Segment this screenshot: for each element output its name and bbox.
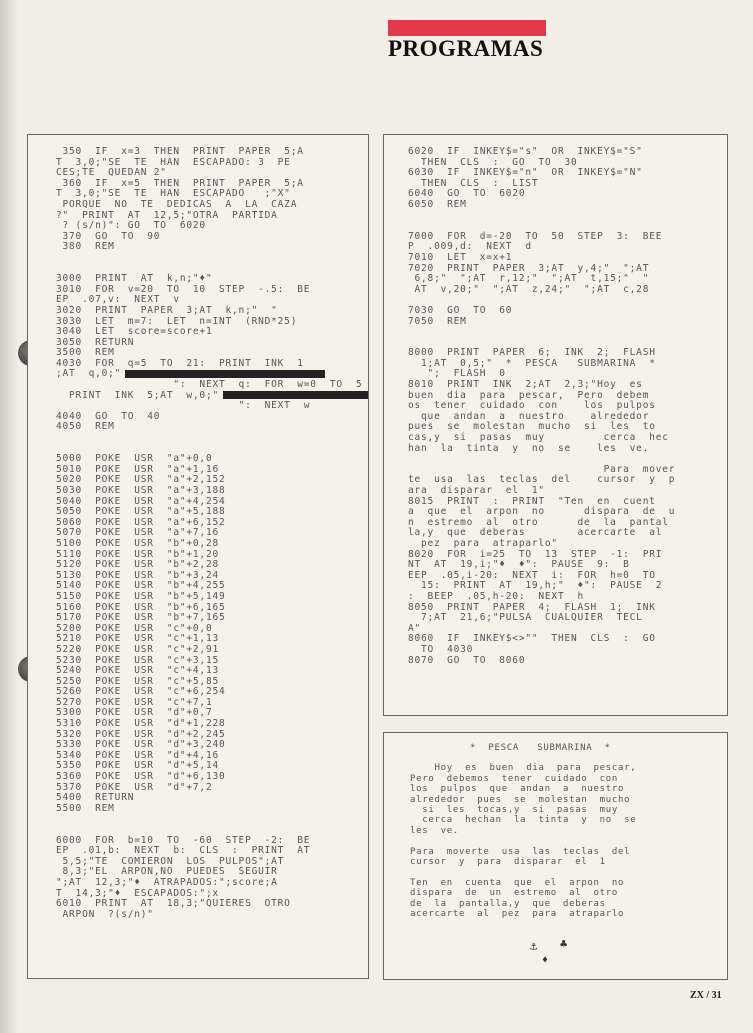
code-line: 5200 POKE USR "c"+0,0 bbox=[56, 622, 213, 634]
code-line: T 3,0;"SE TE HAN ESCAPADO ;"X" bbox=[56, 188, 291, 200]
code-line: 8050 PRINT PAPER 4; FLASH 1; INK bbox=[408, 601, 656, 613]
screen-line: si les tocas,y si pasas muy bbox=[410, 805, 619, 816]
code-line: 7;AT 21,6;"PULSA CUALQUIER TECL bbox=[408, 612, 643, 624]
screen-line: alrededor pues se molestan mucho bbox=[410, 794, 631, 805]
code-line: 5020 POKE USR "a"+2,152 bbox=[56, 474, 226, 486]
code-line: 7020 PRINT PAPER 3;AT y,4;" ";AT bbox=[408, 262, 650, 274]
screen-line: acercarte al pez para atraparlo bbox=[410, 909, 625, 920]
diver-sprite-icon: ⚓ bbox=[530, 939, 538, 953]
code-line: 3500 REM bbox=[56, 347, 115, 359]
code-line: 15: PRINT AT 19,h;" ♦": PAUSE 2 bbox=[408, 580, 663, 592]
code-line: 5030 POKE USR "a"+3,188 bbox=[56, 485, 226, 496]
code-line: ARPON ?(s/n)" bbox=[56, 908, 154, 920]
code-line: 5250 POKE USR "c"+5,85 bbox=[56, 675, 219, 687]
code-line: 5360 POKE USR "d"+6,130 bbox=[56, 771, 226, 783]
listing-right-frame bbox=[383, 134, 728, 716]
code-line: AT v,20;" ";AT z,24;" ";AT c,28 bbox=[408, 283, 650, 295]
code-line: 5140 POKE USR "b"+4,255 bbox=[56, 580, 226, 592]
code-line: 380 REM bbox=[56, 241, 115, 253]
code-line: 6000 FOR b=10 TO -60 STEP -2: BE bbox=[56, 834, 311, 846]
code-line bbox=[56, 825, 368, 836]
code-line: 5160 POKE USR "b"+6,165 bbox=[56, 601, 226, 613]
code-line: 6,8;" ";AT r,12;" ";AT t,15;" " bbox=[408, 273, 650, 285]
code-line: ;AT q,0;" bbox=[56, 369, 368, 380]
code-line: 4050 REM bbox=[56, 421, 115, 433]
code-line: 5060 POKE USR "a"+6,152 bbox=[56, 516, 226, 528]
code-line: ";AT 12,3;"♦ ATRAPADOS:";score;A bbox=[56, 876, 278, 888]
code-line: 3020 PRINT PAPER 3;AT k,n;" " bbox=[56, 304, 278, 316]
code-line bbox=[56, 433, 368, 444]
screen-line: de la pantalla,y que deberas bbox=[410, 898, 606, 909]
code-line: 360 IF x=5 THEN PRINT PAPER 5;A bbox=[56, 177, 304, 189]
code-line: ? (s/n)": GO TO 6020 bbox=[56, 220, 206, 232]
code-line: 6010 PRINT AT 18,3;"QUIERES OTRO bbox=[56, 898, 291, 910]
code-line: T 14,3;"♦ ESCAPADOS:";x bbox=[56, 887, 219, 899]
screen-output-text bbox=[410, 763, 727, 919]
screen-line: los pulpos que andan a nuestro bbox=[410, 784, 625, 795]
code-line: EP .07,v: NEXT v bbox=[56, 294, 180, 306]
code-line: 8060 IF INKEY$<>"" THEN CLS : GO bbox=[408, 633, 656, 645]
screen-line: Pero debemos tener cuidado con bbox=[410, 773, 619, 784]
fish-sprite-icon: ♦ bbox=[542, 955, 549, 966]
code-line: buen dia para pescar, Pero debem bbox=[408, 389, 650, 401]
code-line: 5310 POKE USR "d"+1,228 bbox=[56, 718, 226, 730]
code-line: 4040 GO TO 40 bbox=[56, 410, 161, 422]
code-line: ?" PRINT AT 12,5;"OTRA PARTIDA bbox=[56, 209, 278, 221]
code-line: cas,y si pasas muy cerca hec bbox=[408, 432, 669, 444]
code-line bbox=[56, 253, 368, 264]
code-line: te usa las teclas del cursor y p bbox=[408, 474, 676, 486]
code-line: 6050 REM bbox=[408, 198, 467, 210]
code-line: ": NEXT w bbox=[56, 400, 311, 412]
screen-line bbox=[410, 836, 727, 846]
code-line: THEN CLS : GO TO 30 bbox=[408, 156, 578, 168]
code-line: pez para atraparlo" bbox=[408, 537, 558, 549]
listing-right bbox=[408, 147, 727, 666]
code-line: 5130 POKE USR "b"+3,24 bbox=[56, 569, 219, 581]
code-line: 350 IF x=3 THEN PRINT PAPER 5;A bbox=[56, 146, 304, 157]
code-line: "; FLASH 0 bbox=[408, 368, 506, 380]
code-line: la,y que deberas acercarte al bbox=[408, 527, 663, 539]
section-color-bar bbox=[388, 20, 546, 36]
screen-line: cerca hechan la tinta y no se bbox=[410, 815, 637, 826]
code-line: 5260 POKE USR "c"+6,254 bbox=[56, 686, 226, 698]
code-line: 7050 REM bbox=[408, 315, 467, 327]
code-line: 6030 IF INKEY$="n" OR INKEY$="N" bbox=[408, 167, 643, 179]
screen-output-title: * PESCA SUBMARINA * bbox=[470, 743, 611, 753]
code-line: 5270 POKE USR "c"+7,1 bbox=[56, 696, 213, 708]
code-line: 5330 POKE USR "d"+3,240 bbox=[56, 739, 226, 751]
page-folio: ZX / 31 bbox=[690, 990, 722, 1001]
code-line: 3030 LET m=7: LET n=INT (RND*25) bbox=[56, 315, 298, 327]
code-line: ara disparar el 1" bbox=[408, 485, 545, 496]
code-line: os tener cuidado con los pulpos bbox=[408, 400, 656, 412]
code-line bbox=[408, 327, 727, 338]
screen-line: Ten en cuenta que el arpon no bbox=[410, 877, 625, 888]
listing-left bbox=[56, 147, 368, 920]
code-line: PRINT INK 5;AT w,0;" bbox=[56, 391, 368, 402]
code-line: 5240 POKE USR "c"+4,13 bbox=[56, 665, 219, 677]
code-line: 4030 FOR q=5 TO 21: PRINT INK 1 bbox=[56, 357, 304, 369]
code-line: PORQUE NO TE DEDICAS A LA CAZA bbox=[56, 198, 298, 210]
code-line: 5370 POKE USR "d"+7,2 bbox=[56, 781, 213, 793]
code-line: : BEEP .05,h-20: NEXT h bbox=[408, 590, 585, 602]
screen-line: Para moverte usa las teclas del bbox=[410, 846, 631, 857]
code-line: 5050 POKE USR "a"+5,188 bbox=[56, 506, 226, 518]
code-line: 1;AT 0,5;" * PESCA SUBMARINA * bbox=[408, 357, 656, 369]
code-line: 5400 RETURN bbox=[56, 792, 135, 804]
code-line: CES;TE QUEDAN 2" bbox=[56, 167, 167, 179]
code-line: P .009,d: NEXT d bbox=[408, 241, 532, 253]
code-line: 5500 REM bbox=[56, 802, 115, 814]
code-line: Para mover bbox=[408, 463, 676, 475]
code-line: n estremo al otro de la pantal bbox=[408, 516, 669, 528]
code-line: 8000 PRINT PAPER 6; INK 2; FLASH bbox=[408, 347, 656, 359]
code-line: han la tinta y no se les ve. bbox=[408, 442, 650, 454]
code-line: 5220 POKE USR "c"+2,91 bbox=[56, 643, 219, 655]
code-line: 3050 RETURN bbox=[56, 336, 135, 348]
code-line: 5340 POKE USR "d"+4,16 bbox=[56, 749, 219, 761]
code-line: A" bbox=[408, 622, 422, 634]
code-line: 5120 POKE USR "b"+2,28 bbox=[56, 559, 219, 571]
screen-line bbox=[410, 867, 727, 877]
code-line: 5230 POKE USR "c"+3,15 bbox=[56, 654, 219, 666]
code-line: pues se molestan mucho si les to bbox=[408, 421, 656, 433]
code-line: 5150 POKE USR "b"+5,149 bbox=[56, 590, 226, 602]
code-line: a que el arpon no dispara de u bbox=[408, 506, 676, 518]
redaction-bar bbox=[223, 391, 369, 399]
code-line: 370 GO TO 90 bbox=[56, 230, 161, 242]
screen-output-frame bbox=[383, 732, 728, 980]
code-line: T 3,0;"SE TE HAN ESCAPADO: 3 PE bbox=[56, 156, 291, 168]
code-line: 6020 IF INKEY$="s" OR INKEY$="S" bbox=[408, 146, 643, 157]
code-line: ": NEXT q: FOR w=0 TO 5 bbox=[56, 379, 363, 391]
code-line: 5210 POKE USR "c"+1,13 bbox=[56, 633, 219, 645]
code-line: 8010 PRINT INK 2;AT 2,3;"Hoy es bbox=[408, 379, 643, 391]
redaction-bar bbox=[125, 370, 325, 378]
code-line: EP .01,b: NEXT b: CLS : PRINT AT bbox=[56, 845, 311, 857]
code-line: 5350 POKE USR "d"+5,14 bbox=[56, 760, 219, 772]
code-line: 6040 GO TO 6020 bbox=[408, 188, 526, 200]
code-line: 5070 POKE USR "a"+7,16 bbox=[56, 527, 219, 539]
code-line: 5,5;"TE COMIERON LOS PULPOS";AT bbox=[56, 855, 285, 867]
screen-line: cursor y para disparar el 1 bbox=[410, 857, 606, 868]
code-line: 5300 POKE USR "d"+0,7 bbox=[56, 707, 213, 719]
code-line: 5170 POKE USR "b"+7,165 bbox=[56, 612, 226, 624]
code-line: 5320 POKE USR "d"+2,245 bbox=[56, 728, 226, 740]
code-line: 7010 LET x=x+1 bbox=[408, 251, 513, 263]
screen-line: les ve. bbox=[410, 825, 459, 836]
code-line: 5110 POKE USR "b"+1,20 bbox=[56, 548, 219, 560]
listing-left-frame bbox=[27, 134, 369, 979]
code-line: 3000 PRINT AT k,n;"♦" bbox=[56, 273, 213, 285]
code-line bbox=[56, 814, 368, 825]
code-line: THEN CLS : LIST bbox=[408, 177, 539, 189]
code-line: 3010 FOR v=20 TO 10 STEP -.5: BE bbox=[56, 283, 311, 295]
code-line: 8020 FOR i=25 TO 13 STEP -1: PRI bbox=[408, 548, 663, 560]
screen-line: dispara de un estremo al otro bbox=[410, 888, 619, 899]
code-line bbox=[408, 211, 727, 222]
code-line: 7000 FOR d=-20 TO 50 STEP 3: BEE bbox=[408, 230, 663, 242]
code-line: TO 4030 bbox=[408, 643, 474, 655]
code-line: 8015 PRINT : PRINT "Ten en cuent bbox=[408, 495, 656, 507]
code-line: 5000 POKE USR "a"+0,0 bbox=[56, 453, 213, 465]
code-line: 5010 POKE USR "a"+1,16 bbox=[56, 463, 219, 475]
code-line: 5040 POKE USR "a"+4,254 bbox=[56, 495, 226, 507]
binder-edge bbox=[0, 0, 18, 1033]
code-line: 7030 GO TO 60 bbox=[408, 304, 513, 316]
section-title: PROGRAMAS bbox=[388, 36, 544, 61]
code-line: que andan a nuestro alrededor bbox=[408, 410, 650, 422]
code-line: 5100 POKE USR "b"+0,28 bbox=[56, 537, 219, 549]
screen-line: Hoy es buen dia para pescar, bbox=[410, 763, 637, 774]
code-line: 3040 LET score=score+1 bbox=[56, 326, 213, 338]
code-line: EEP .05,i-20: NEXT i: FOR h=0 TO bbox=[408, 569, 656, 581]
code-line: NT AT 19,i;"♦ ♦": PAUSE 9: B bbox=[408, 559, 630, 571]
code-line: 8070 GO TO 8060 bbox=[408, 654, 526, 666]
code-line: 8,3;"EL ARPON,NO PUEDES SEGUIR bbox=[56, 866, 278, 878]
octopus-sprite-icon: ♣ bbox=[560, 937, 568, 951]
